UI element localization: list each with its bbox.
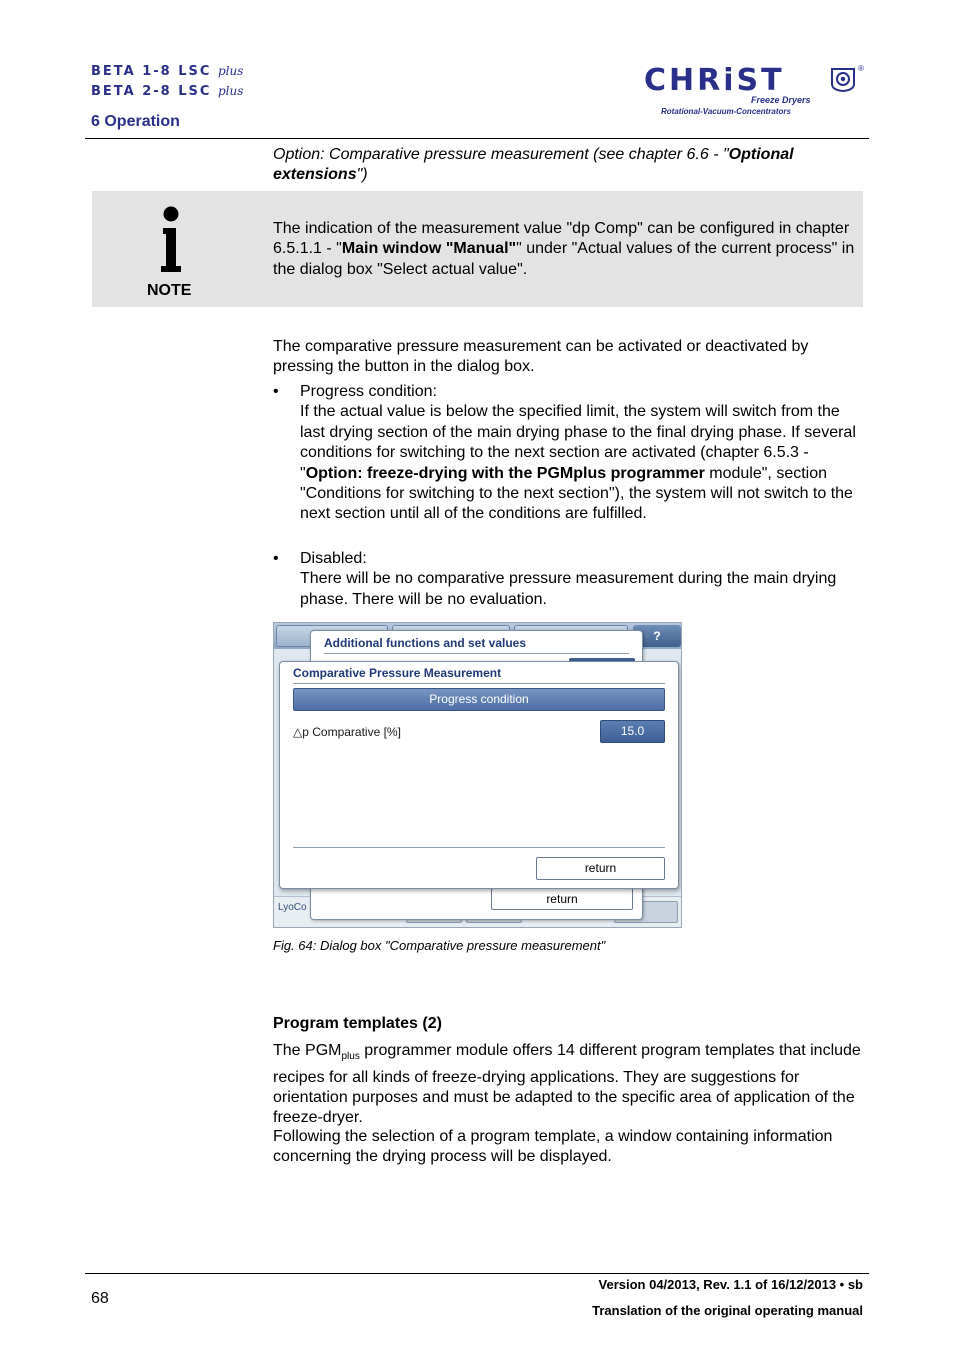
footer-translation: Translation of the original operating manual xyxy=(592,1303,863,1318)
header-rule xyxy=(85,138,869,139)
templates-paragraph-1: The $PGM_{plus}$ programmer module offers 14 different program templates that include recipes for all kinds of freeze-drying applications. They are suggestions for orientation purposes and must be adapted to the specific area of application of the freeze-dryer. xyxy=(273,1042,861,1127)
progress-condition-button[interactable]: Progress condition xyxy=(293,688,665,711)
dialog-divider xyxy=(293,683,665,684)
bullet-disabled xyxy=(273,549,867,611)
bullet-description: If the actual value is below the specified limit, the system will switch from the last drying section of the main drying phase to the final drying phase. If several conditions for switching to the next section are activated (chapter 6.5.3 - "Option: freeze-drying with the PGMplus programmer module", section "Conditions for switching to the next section"), the system will not switch to the next section until all of the conditions are fulfilled. xyxy=(300,403,856,523)
logo-registered: ® xyxy=(858,64,864,73)
bullet-progress-condition xyxy=(273,382,867,547)
christ-logo xyxy=(644,64,866,120)
dialog-screenshot xyxy=(273,622,682,928)
bullet-body xyxy=(300,549,866,610)
bullet-description: There will be no comparative pressure measurement during the main drying phase. There will be no evaluation. xyxy=(300,570,837,608)
templates-paragraph-2: Following the selection of a program template, a window containing information concerning the drying process will be displayed. xyxy=(273,1128,833,1166)
comparative-pressure-dialog xyxy=(279,661,679,889)
note-text: The indication of the measurement value "dp Comp" can be configured in chapter 6.5.1.1 - "Main window "Manual"" under "Actual values of the current process" in the dialog box "Select actual value". xyxy=(273,220,855,278)
section-title: 6 Operation xyxy=(91,113,180,130)
bullet-symbol: • xyxy=(273,550,279,567)
figure-caption: Fig. 64: Dialog box "Comparative pressure measurement" xyxy=(273,938,606,953)
bullet-head: Disabled: xyxy=(300,550,367,567)
note-label: NOTE xyxy=(147,282,192,299)
bullet-symbol: • xyxy=(273,383,279,400)
footer-rule xyxy=(85,1273,869,1274)
product-line-1: BETA 1-8 LSC plus xyxy=(91,64,244,79)
bullet-head: Progress condition: xyxy=(300,383,437,400)
dialog-divider xyxy=(324,653,629,654)
intro-paragraph: The comparative pressure measurement can be activated or deactivated by pressing the button in the dialog box. xyxy=(273,338,809,376)
dp-comparative-label: △p Comparative [%] xyxy=(293,725,401,739)
logo-tagline-1: Freeze Dryers xyxy=(751,95,811,105)
info-icon xyxy=(159,206,183,274)
dialog-title: Additional functions and set values xyxy=(324,636,527,650)
option-line: Option: Comparative pressure measurement (see chapter 6.6 - "Optional extensions") xyxy=(273,146,794,184)
product-line-2: BETA 2-8 LSC plus xyxy=(91,84,244,99)
footer-version: Version 04/2013, Rev. 1.1 of 16/12/2013 • sb xyxy=(598,1277,863,1292)
dialog-divider xyxy=(293,847,665,848)
logo-tagline-2: Rotational-Vacuum-Concentrators xyxy=(661,107,791,116)
return-button[interactable]: return xyxy=(536,857,665,880)
templates-heading: Program templates (2) xyxy=(273,1015,442,1032)
dp-comparative-value-field[interactable]: 15.0 xyxy=(600,720,665,743)
logo-brand: CHRiST xyxy=(644,63,785,98)
lyo-label: LyoCo xyxy=(278,902,307,913)
logo-spiral-icon xyxy=(830,66,856,92)
bullet-body xyxy=(300,382,866,525)
help-button[interactable]: ? xyxy=(633,625,681,647)
dialog-title: Comparative Pressure Measurement xyxy=(293,666,502,680)
page-number: 68 xyxy=(91,1290,109,1307)
note-box xyxy=(92,191,863,307)
return-button[interactable]: return xyxy=(491,888,633,910)
